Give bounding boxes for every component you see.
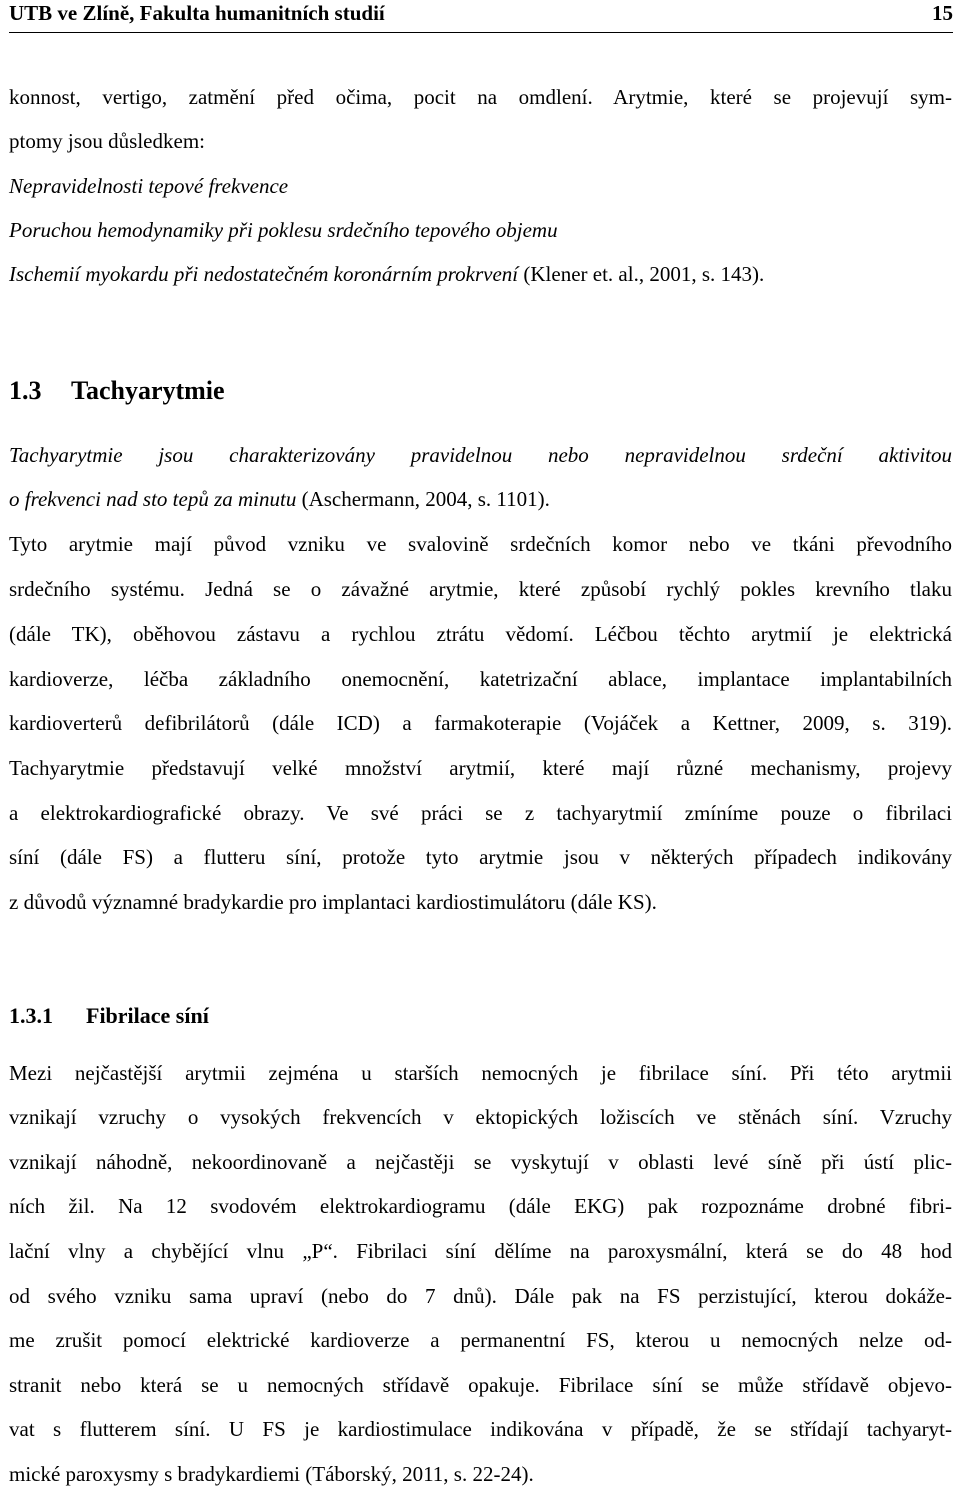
intro-line: konnost, vertigo, zatmění před očima, pocit na omdlení. Arytmie, které se projevují sym- <box>9 85 952 109</box>
body-line: mické paroxysmy s bradykardiemi (Táborský, 2011, s. 22-24). <box>9 1462 534 1486</box>
intro-list-item: Nepravidelnosti tepové frekvence <box>9 174 289 198</box>
body-line: od svého vzniku sama upraví (nebo do 7 dnů). Dále pak na FS perzistující, kterou dokáže- <box>9 1284 952 1308</box>
body-line: vat s flutterem síní. U FS je kardiostimulace indikována v případě, že se střídají tachyaryt- <box>9 1417 952 1441</box>
body-line: a elektrokardiografické obrazy. Ve své práci se z tachyarytmií zmíníme pouze o fibrilaci <box>9 801 952 825</box>
body-line: srdečního systému. Jedná se o závažné arytmie, které způsobí rychlý pokles krevního tlaku <box>9 577 952 601</box>
citation: (Aschermann, 2004, s. 1101). <box>296 487 550 511</box>
body-line: kardioverze, léčba základního onemocnění, katetrizační ablace, implantace implantabilních <box>9 667 952 691</box>
intro-line: ptomy jsou důsledkem: <box>9 129 205 153</box>
intro-list-item-text: Ischemií myokardu při nedostatečném koronárním prokrvení <box>9 262 519 286</box>
body-line: síní (dále FS) a flutteru síní, protože tyto arytmie jsou v některých případech indikovány <box>9 845 952 869</box>
intro-list-item <box>9 260 764 288</box>
body-line: (dále TK), oběhovou zástavu a rychlou ztrátu vědomí. Léčbou těchto arytmií je elektrická <box>9 622 952 646</box>
section-number: 1.3 <box>9 376 42 405</box>
body-line: kardioverterů defibrilátorů (dále ICD) a farmakoterapie (Vojáček a Kettner, 2009, s. 319). <box>9 711 952 735</box>
page-number: 15 <box>932 1 953 25</box>
body-line: Tachyarytmie představují velké množství arytmií, které mají různé mechanismy, projevy <box>9 756 952 780</box>
body-line: vznikají vzruchy o vysokých frekvencích v ektopických ložiscích ve stěnách síní. Vzruchy <box>9 1105 952 1129</box>
definition-text: o frekvenci nad sto tepů za minutu <box>9 487 297 511</box>
body-line: Mezi nejčastější arytmii zejména u starších nemocných je fibrilace síní. Při této arytmii <box>9 1061 952 1085</box>
body-line: vznikají náhodně, nekoordinovaně a nejčastěji se vyskytují v oblasti levé síně při ústí plic- <box>9 1150 952 1174</box>
citation: (Klener et. al., 2001, s. 143). <box>518 262 765 286</box>
section-title: Tachyarytmie <box>71 376 225 405</box>
body-line: Tyto arytmie mají původ vzniku ve svalovině srdečních komor nebo ve tkáni převodního <box>9 532 952 556</box>
intro-list-item: Poruchou hemodynamiky při poklesu srdečního tepového objemu <box>9 218 558 242</box>
body-line: me zrušit pomocí elektrické kardioverze a permanentní FS, kterou u nemocných nelze od- <box>9 1328 952 1352</box>
definition-line <box>9 485 550 513</box>
running-header <box>9 0 953 33</box>
section-title: Fibrilace síní <box>86 1003 209 1028</box>
body-line: z důvodů významné bradykardie pro implantaci kardiostimulátoru (dále KS). <box>9 890 657 914</box>
body-line: lační vlny a chybějící vlnu „P“. Fibrilaci síní dělíme na paroxysmální, která se do 48 hod <box>9 1239 952 1263</box>
definition-line: Tachyarytmie jsou charakterizovány pravidelnou nebo nepravidelnou srdeční aktivitou <box>9 443 952 467</box>
section-number: 1.3.1 <box>9 1003 53 1028</box>
header-title: UTB ve Zlíně, Fakulta humanitních studií <box>9 1 385 25</box>
body-line: ních žil. Na 12 svodovém elektrokardiogramu (dále EKG) pak rozpoznáme drobné fibri- <box>9 1194 952 1218</box>
body-line: stranit nebo která se u nemocných střídavě opakuje. Fibrilace síní se může střídavě objevo- <box>9 1373 952 1397</box>
